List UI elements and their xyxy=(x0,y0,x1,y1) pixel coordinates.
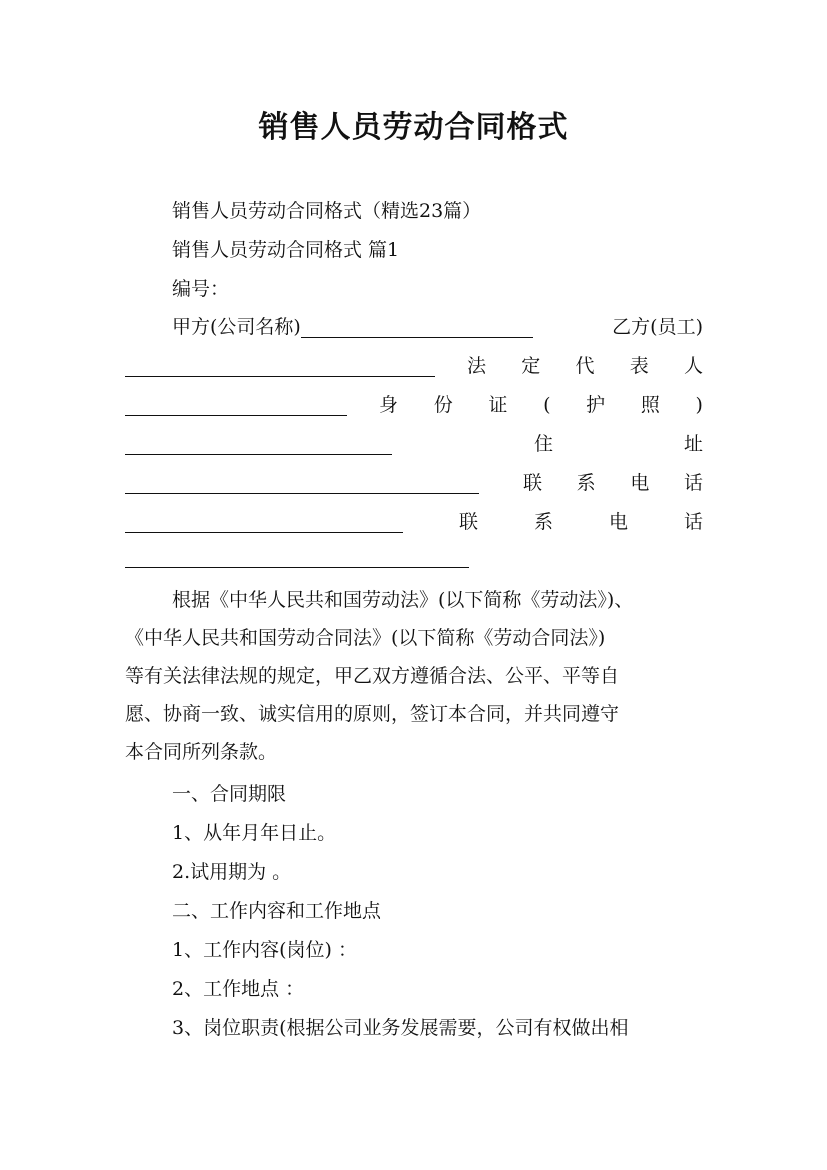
section-heading: 二、工作内容和工作地点 xyxy=(172,900,382,922)
address-blank xyxy=(125,471,479,494)
id-row xyxy=(125,390,703,420)
address-label xyxy=(392,429,703,459)
number-label: 编号： xyxy=(172,278,230,300)
phone-char: 系 xyxy=(533,511,553,533)
id-blank xyxy=(125,432,392,455)
paragraph-line: 《中华人民共和国劳动合同法》(以下简称《劳动合同法》) xyxy=(125,627,606,649)
phone-label-1 xyxy=(479,468,703,498)
paragraph-line: 愿、协商一致、诚实信用的原则，签订本合同，并共同遵守 xyxy=(125,703,620,725)
party-row xyxy=(125,312,703,342)
legal-rep-char: 定 xyxy=(521,355,541,377)
address-row xyxy=(125,429,703,459)
party-b-blank xyxy=(125,354,435,377)
legal-rep-char: 人 xyxy=(683,355,703,377)
phone-char: 话 xyxy=(683,472,703,494)
party-a-label: 甲方(公司名称) xyxy=(172,316,301,338)
section-item: 3、岗位职责(根据公司业务发展需要，公司有权做出相 xyxy=(172,1017,629,1039)
phone-blank-1 xyxy=(125,510,403,533)
id-label xyxy=(347,390,703,420)
id-char: ( xyxy=(543,394,551,416)
legal-rep-label xyxy=(435,351,703,381)
id-char: 照 xyxy=(640,394,660,416)
phone-row-1 xyxy=(125,468,703,498)
legal-rep-row xyxy=(125,351,703,381)
phone-label-2 xyxy=(403,507,703,537)
section-item: 2.试用期为 。 xyxy=(172,861,292,883)
document-title: 销售人员劳动合同格式 xyxy=(258,110,569,145)
legal-rep-blank xyxy=(125,393,347,416)
blank-row xyxy=(125,542,703,572)
id-char: 身 xyxy=(379,394,399,416)
address-char: 址 xyxy=(683,433,703,455)
chapter-heading: 销售人员劳动合同格式 篇1 xyxy=(172,239,400,261)
phone-char: 系 xyxy=(576,472,596,494)
phone-char: 联 xyxy=(459,511,479,533)
id-char: 证 xyxy=(488,394,508,416)
phone-row-2 xyxy=(125,507,703,537)
phone-char: 电 xyxy=(630,472,650,494)
party-a-blank xyxy=(301,315,533,338)
legal-rep-char: 法 xyxy=(467,355,487,377)
id-char: ) xyxy=(695,394,703,416)
section-item: 1、工作内容(岗位) ： xyxy=(172,939,357,961)
id-char: 份 xyxy=(433,394,453,416)
phone-char: 话 xyxy=(683,511,703,533)
section-item: 2、工作地点 ： xyxy=(172,978,305,1000)
section-item: 1、从年月年日止。 xyxy=(172,822,337,844)
phone-char: 电 xyxy=(608,511,628,533)
paragraph-line: 本合同所列条款。 xyxy=(125,741,278,763)
phone-char: 联 xyxy=(523,472,543,494)
legal-rep-char: 代 xyxy=(575,355,595,377)
party-b-label: 乙方(员工) xyxy=(612,316,703,338)
phone-blank-2 xyxy=(125,545,469,568)
section-heading: 一、合同期限 xyxy=(172,783,287,805)
paragraph-line: 等有关法律法规的规定，甲乙双方遵循合法、公平、平等自 xyxy=(125,665,620,687)
id-char: 护 xyxy=(586,394,606,416)
paragraph-line: 根据《中华人民共和国劳动法》(以下简称《劳动法》)、 xyxy=(172,589,634,611)
subtitle: 销售人员劳动合同格式（精选23篇） xyxy=(172,200,482,222)
address-char: 住 xyxy=(534,433,554,455)
legal-rep-char: 表 xyxy=(629,355,649,377)
